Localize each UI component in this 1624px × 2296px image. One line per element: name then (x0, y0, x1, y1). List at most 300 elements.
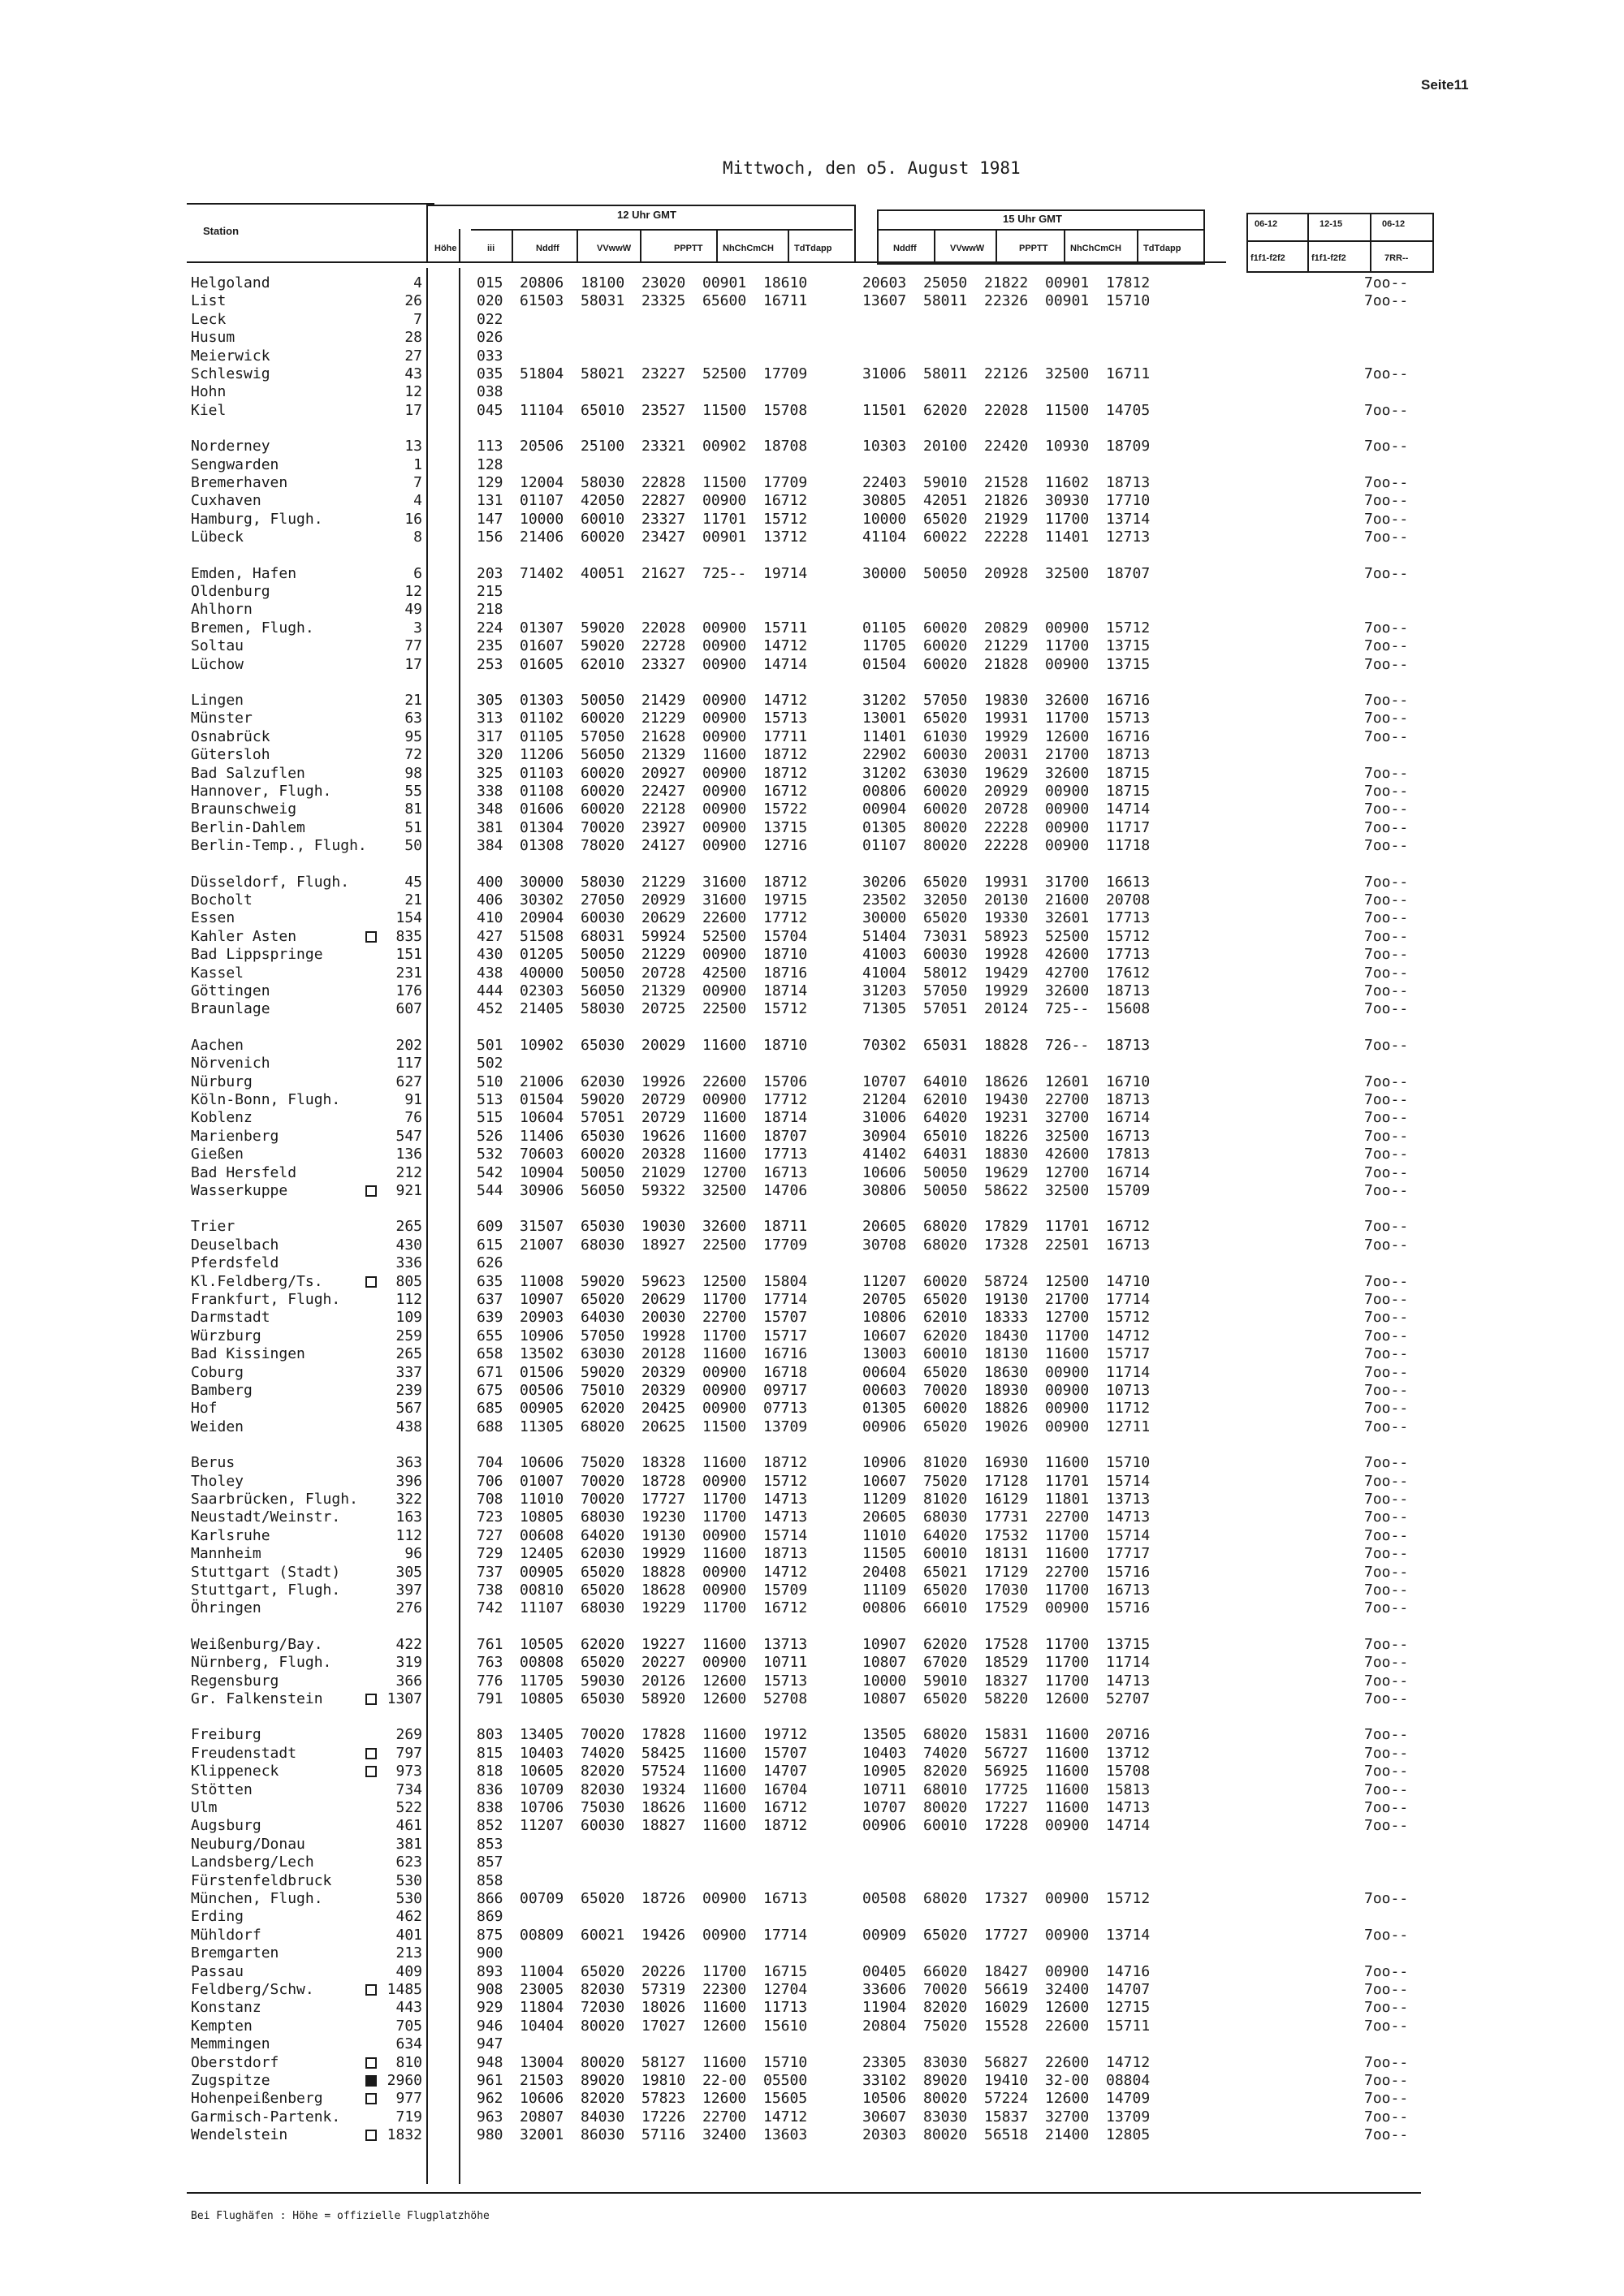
obs-12-value: 00901 (702, 529, 747, 546)
station-hoehe: 21 (404, 891, 422, 908)
obs-15-value: 12700 (1045, 1309, 1090, 1327)
obs-12-value: 01304 (520, 818, 564, 836)
obs-12-value: 16713 (763, 1163, 808, 1181)
station-iii: 946 (477, 2017, 503, 2035)
precip-code: 7oo-- (1364, 891, 1409, 908)
obs-15-value: 00900 (1045, 1363, 1090, 1381)
obs-12-value: 13004 (520, 2053, 564, 2071)
precip-code: 7oo-- (1364, 964, 1409, 982)
obs-12-value: 18828 (641, 1563, 686, 1581)
precip-code: 7oo-- (1364, 401, 1409, 419)
square-icon (365, 2093, 377, 2104)
obs-15-value: 00604 (862, 1363, 907, 1381)
obs-15-value: 57050 (923, 982, 968, 999)
obs-15-value: 14714 (1106, 801, 1151, 818)
station-iii: 727 (477, 1526, 503, 1544)
obs-15-value: 17327 (984, 1890, 1029, 1907)
obs-15-value: 32600 (1045, 692, 1090, 709)
obs-15-value: 65020 (923, 909, 968, 927)
obs-12-value: 10000 (520, 510, 564, 528)
obs-12-value: 10805 (520, 1690, 564, 1707)
obs-12-value: 19926 (641, 1072, 686, 1090)
obs-15-value: 21204 (862, 1091, 907, 1108)
station-iii: 742 (477, 1599, 503, 1617)
station-hoehe: 422 (395, 1635, 422, 1653)
obs-15-value: 11700 (1045, 510, 1090, 528)
station-iii: 444 (477, 982, 503, 999)
obs-12-value: 62020 (581, 1400, 625, 1418)
obs-12-value: 42500 (702, 964, 747, 982)
obs-15-value: 00904 (862, 801, 907, 818)
obs-12-value: 00900 (702, 1400, 747, 1418)
station-iii: 156 (477, 529, 503, 546)
obs-15-value: 18715 (1106, 764, 1151, 782)
obs-12-value: 11207 (520, 1817, 564, 1835)
obs-12-value: 42050 (581, 492, 625, 510)
obs-15-value: 63030 (923, 764, 968, 782)
station-hoehe: 366 (395, 1672, 422, 1690)
obs-12-value: 00900 (702, 637, 747, 655)
obs-15-value: 11501 (862, 401, 907, 419)
obs-15-value: 50050 (923, 1163, 968, 1181)
obs-12-value: 60030 (581, 1817, 625, 1835)
obs-12-value: 15712 (763, 510, 808, 528)
obs-12-value: 20030 (641, 1309, 686, 1327)
obs-15-value: 22700 (1045, 1563, 1090, 1581)
obs-12-value: 11305 (520, 1418, 564, 1435)
obs-15-value: 11600 (1045, 1454, 1090, 1472)
obs-12-value: 00900 (702, 1926, 747, 1944)
obs-15-value: 30607 (862, 2108, 907, 2126)
precip-code: 7oo-- (1364, 2108, 1409, 2126)
obs-12-value: 65030 (581, 1036, 625, 1054)
obs-12-value: 15707 (763, 1744, 808, 1762)
precip-code: 7oo-- (1364, 710, 1409, 727)
obs-15-value: 60020 (923, 783, 968, 800)
station-name: Gießen (191, 1146, 244, 1163)
obs-12-value: 22028 (641, 619, 686, 637)
obs-15-value: 10907 (862, 1635, 907, 1653)
station-hoehe: 810 (395, 2053, 422, 2071)
obs-12-value: 11600 (702, 1999, 747, 2017)
station-iii: 615 (477, 1236, 503, 1254)
obs-15-value: 22228 (984, 837, 1029, 855)
precip-code: 7oo-- (1364, 438, 1409, 455)
station-hoehe: 231 (395, 964, 422, 982)
obs-12-value: 20226 (641, 1962, 686, 1980)
station-name: Bocholt (191, 891, 253, 908)
obs-12-value: 20806 (520, 274, 564, 291)
obs-15-value: 10807 (862, 1690, 907, 1707)
obs-12-value: 18626 (641, 1799, 686, 1816)
station-hoehe: 91 (404, 1091, 422, 1108)
station-name: Norderney (191, 438, 270, 455)
obs-15-value: 725-- (1045, 1000, 1090, 1018)
obs-15-value: 14713 (1106, 1672, 1151, 1690)
precip-code: 7oo-- (1364, 1563, 1409, 1581)
obs-15-value: 15716 (1106, 1563, 1151, 1581)
precip-code: 7oo-- (1364, 1545, 1409, 1563)
obs-15-value: 56727 (984, 1744, 1029, 1762)
obs-12-value: 11600 (702, 1799, 747, 1816)
station-iii: 235 (477, 637, 503, 655)
station-iii: 510 (477, 1072, 503, 1090)
obs-12-value: 12600 (702, 2090, 747, 2108)
obs-12-value: 18610 (763, 274, 808, 291)
obs-15-value: 31006 (862, 365, 907, 382)
obs-12-value: 23325 (641, 292, 686, 310)
obs-15-value: 62020 (923, 401, 968, 419)
obs-12-value: 21628 (641, 727, 686, 745)
obs-15-value: 20929 (984, 783, 1029, 800)
obs-12-value: 64030 (581, 1309, 625, 1327)
obs-12-value: 57050 (581, 727, 625, 745)
precip-code: 7oo-- (1364, 292, 1409, 310)
obs-15-value: 64020 (923, 1109, 968, 1127)
station-name: Lingen (191, 692, 244, 709)
station-hoehe: 337 (395, 1363, 422, 1381)
obs-12-value: 23527 (641, 401, 686, 419)
obs-15-value: 31700 (1045, 873, 1090, 891)
obs-12-value: 89020 (581, 2072, 625, 2089)
obs-15-value: 17328 (984, 1236, 1029, 1254)
station-hoehe: 4 (413, 274, 422, 291)
obs-12-value: 70020 (581, 1726, 625, 1744)
obs-12-value: 30000 (520, 873, 564, 891)
square-icon (365, 931, 377, 943)
station-iii: 038 (477, 383, 503, 401)
obs-15-value: 65020 (923, 1926, 968, 1944)
obs-12-value: 31600 (702, 873, 747, 891)
station-name: Soltau (191, 637, 244, 655)
precip-code: 7oo-- (1364, 510, 1409, 528)
obs-12-value: 10711 (763, 1654, 808, 1672)
precip-code: 7oo-- (1364, 529, 1409, 546)
obs-15-value: 57050 (923, 692, 968, 709)
obs-12-value: 00900 (702, 946, 747, 964)
obs-15-value: 65020 (923, 1363, 968, 1381)
obs-15-value: 50050 (923, 564, 968, 582)
obs-15-value: 15608 (1106, 1000, 1151, 1018)
square-icon (365, 2130, 377, 2141)
obs-12-value: 11600 (702, 1109, 747, 1127)
obs-12-value: 50050 (581, 964, 625, 982)
obs-12-value: 18100 (581, 274, 625, 291)
obs-12-value: 17713 (763, 1146, 808, 1163)
station-hoehe: 163 (395, 1508, 422, 1526)
station-iii: 866 (477, 1890, 503, 1907)
obs-12-value: 01504 (520, 1091, 564, 1108)
obs-12-value: 82030 (581, 1780, 625, 1798)
obs-12-value: 11600 (702, 1763, 747, 1780)
obs-15-value: 65020 (923, 1690, 968, 1707)
obs-15-value: 17710 (1106, 492, 1151, 510)
obs-15-value: 01107 (862, 837, 907, 855)
station-iii: 438 (477, 964, 503, 982)
station-iii: 818 (477, 1763, 503, 1780)
obs-15-value: 17529 (984, 1599, 1029, 1617)
obs-12-value: 01607 (520, 637, 564, 655)
obs-15-value: 11701 (1045, 1218, 1090, 1236)
obs-12-value: 11500 (702, 474, 747, 491)
obs-12-value: 65020 (581, 1291, 625, 1308)
obs-12-value: 50050 (581, 1163, 625, 1181)
obs-15-value: 10606 (862, 1163, 907, 1181)
precip-code: 7oo-- (1364, 619, 1409, 637)
precip-code: 7oo-- (1364, 1472, 1409, 1490)
station-name: Gütersloh (191, 746, 270, 764)
obs-15-value: 15708 (1106, 1763, 1151, 1780)
obs-15-value: 17532 (984, 1526, 1029, 1544)
obs-12-value: 13603 (763, 2126, 808, 2144)
obs-15-value: 64020 (923, 1526, 968, 1544)
station-iii: 900 (477, 1944, 503, 1962)
station-iii: 513 (477, 1091, 503, 1108)
station-iii: 033 (477, 347, 503, 365)
station-name: Wendelstein (191, 2126, 288, 2144)
precip-code: 7oo-- (1364, 1400, 1409, 1418)
station-iii: 761 (477, 1635, 503, 1653)
obs-15-value: 41104 (862, 529, 907, 546)
obs-12-value: 10906 (520, 1327, 564, 1344)
station-hoehe: 3 (413, 619, 422, 637)
obs-12-value: 17714 (763, 1291, 808, 1308)
obs-12-value: 80020 (581, 2017, 625, 2035)
obs-12-value: 15712 (763, 1000, 808, 1018)
obs-15-value: 17227 (984, 1799, 1029, 1816)
obs-15-value: 15528 (984, 2017, 1029, 2035)
obs-12-value: 725-- (702, 564, 747, 582)
precip-code: 7oo-- (1364, 1091, 1409, 1108)
obs-12-value: 16713 (763, 1890, 808, 1907)
obs-15-value: 17812 (1106, 274, 1151, 291)
obs-15-value: 00900 (1045, 1926, 1090, 1944)
obs-12-value: 18712 (763, 746, 808, 764)
obs-12-value: 75010 (581, 1382, 625, 1399)
obs-12-value: 20329 (641, 1363, 686, 1381)
obs-15-value: 89020 (923, 2072, 968, 2089)
obs-12-value: 00900 (702, 1091, 747, 1108)
obs-12-value: 05500 (763, 2072, 808, 2089)
station-name: Landsberg/Lech (191, 1854, 314, 1871)
obs-12-value: 00900 (702, 783, 747, 800)
obs-12-value: 18827 (641, 1817, 686, 1835)
obs-15-value: 13715 (1106, 1635, 1151, 1653)
station-hoehe: 530 (395, 1871, 422, 1889)
obs-12-value: 23927 (641, 818, 686, 836)
header-iii: iii (487, 244, 495, 253)
obs-12-value: 15722 (763, 801, 808, 818)
obs-15-value: 14707 (1106, 1981, 1151, 1998)
obs-12-value: 11406 (520, 1127, 564, 1145)
obs-12-value: 11600 (702, 1127, 747, 1145)
obs-15-value: 15837 (984, 2108, 1029, 2126)
obs-12-value: 52708 (763, 1690, 808, 1707)
station-hoehe: 16 (404, 510, 422, 528)
obs-12-value: 59322 (641, 1182, 686, 1199)
obs-15-value: 13714 (1106, 510, 1151, 528)
obs-15-value: 65020 (923, 510, 968, 528)
obs-15-value: 13505 (862, 1726, 907, 1744)
obs-15-value: 81020 (923, 1491, 968, 1508)
obs-15-value: 11700 (1045, 1654, 1090, 1672)
obs-15-value: 12715 (1106, 1999, 1151, 2017)
obs-12-value: 07713 (763, 1400, 808, 1418)
station-hoehe: 705 (395, 2017, 422, 2035)
station-name: Zugspitze (191, 2072, 270, 2089)
station-iii: 635 (477, 1272, 503, 1290)
obs-15-value: 11602 (1045, 474, 1090, 491)
station-iii: 515 (477, 1109, 503, 1127)
obs-12-value: 19810 (641, 2072, 686, 2089)
obs-15-value: 59010 (923, 474, 968, 491)
obs-12-value: 56050 (581, 1182, 625, 1199)
obs-12-value: 62030 (581, 1072, 625, 1090)
station-iii: 400 (477, 873, 503, 891)
obs-12-value: 10709 (520, 1780, 564, 1798)
station-hoehe: 28 (404, 329, 422, 347)
obs-15-value: 20031 (984, 746, 1029, 764)
obs-15-value: 58724 (984, 1272, 1029, 1290)
obs-12-value: 27050 (581, 891, 625, 908)
obs-15-value: 17731 (984, 1508, 1029, 1526)
station-name: Hof (191, 1400, 218, 1418)
obs-15-value: 10711 (862, 1780, 907, 1798)
obs-12-value: 15708 (763, 401, 808, 419)
obs-15-value: 15713 (1106, 710, 1151, 727)
obs-15-value: 64010 (923, 1072, 968, 1090)
obs-12-value: 20629 (641, 1291, 686, 1308)
precip-code: 7oo-- (1364, 1780, 1409, 1798)
obs-12-value: 32600 (702, 1218, 747, 1236)
obs-15-value: 15714 (1106, 1526, 1151, 1544)
station-name: Sengwarden (191, 455, 279, 473)
station-iii: 729 (477, 1545, 503, 1563)
station-iii: 532 (477, 1146, 503, 1163)
obs-12-value: 60020 (581, 783, 625, 800)
obs-12-value: 11600 (702, 1726, 747, 1744)
obs-15-value: 20928 (984, 564, 1029, 582)
obs-12-value: 01506 (520, 1363, 564, 1381)
obs-15-value: 17129 (984, 1563, 1029, 1581)
obs-12-value: 65020 (581, 1582, 625, 1599)
obs-12-value: 11701 (702, 510, 747, 528)
obs-12-value: 12600 (702, 2017, 747, 2035)
obs-15-value: 11600 (1045, 1780, 1090, 1798)
obs-15-value: 13003 (862, 1345, 907, 1363)
obs-12-value: 80020 (581, 2053, 625, 2071)
obs-15-value: 11700 (1045, 1526, 1090, 1544)
station-hoehe: 719 (395, 2108, 422, 2126)
obs-12-value: 01102 (520, 710, 564, 727)
station-hoehe: 49 (404, 601, 422, 619)
obs-15-value: 11505 (862, 1545, 907, 1563)
station-name: Berus (191, 1454, 235, 1472)
precip-code: 7oo-- (1364, 2126, 1409, 2144)
obs-12-value: 11600 (702, 746, 747, 764)
station-hoehe: 547 (395, 1127, 422, 1145)
obs-15-value: 65020 (923, 873, 968, 891)
obs-15-value: 83030 (923, 2053, 968, 2071)
station-hoehe: 117 (395, 1055, 422, 1072)
obs-15-value: 62010 (923, 1091, 968, 1108)
obs-12-value: 60021 (581, 1926, 625, 1944)
obs-15-value: 13714 (1106, 1926, 1151, 1944)
obs-15-value: 10403 (862, 1744, 907, 1762)
station-name: Frankfurt, Flugh. (191, 1291, 341, 1308)
obs-15-value: 19410 (984, 2072, 1029, 2089)
precip-code: 7oo-- (1364, 1491, 1409, 1508)
obs-15-value: 15712 (1106, 1890, 1151, 1907)
obs-12-value: 19715 (763, 891, 808, 908)
obs-15-value: 25050 (923, 274, 968, 291)
obs-15-value: 11600 (1045, 1763, 1090, 1780)
obs-15-value: 10807 (862, 1654, 907, 1672)
obs-12-value: 21406 (520, 529, 564, 546)
obs-15-value: 00909 (862, 1926, 907, 1944)
obs-12-value: 00900 (702, 1472, 747, 1490)
station-iii: 035 (477, 365, 503, 382)
obs-12-value: 15605 (763, 2090, 808, 2108)
obs-12-value: 21329 (641, 982, 686, 999)
station-iii: 020 (477, 292, 503, 310)
station-name: München, Flugh. (191, 1890, 323, 1907)
precip-code: 7oo-- (1364, 1962, 1409, 1980)
obs-15-value: 52500 (1045, 927, 1090, 945)
station-hoehe: 397 (395, 1582, 422, 1599)
obs-12-value: 20904 (520, 909, 564, 927)
header-12-uhr: 12 Uhr GMT (617, 209, 676, 221)
obs-15-value: 11718 (1106, 837, 1151, 855)
station-hoehe: 634 (395, 2035, 422, 2053)
obs-15-value: 18713 (1106, 474, 1151, 491)
obs-15-value: 17128 (984, 1472, 1029, 1490)
obs-15-value: 17713 (1106, 909, 1151, 927)
obs-12-value: 12700 (702, 1163, 747, 1181)
precip-code: 7oo-- (1364, 1726, 1409, 1744)
obs-12-value: 13502 (520, 1345, 564, 1363)
obs-12-value: 68030 (581, 1508, 625, 1526)
obs-12-value: 50050 (581, 692, 625, 709)
obs-15-value: 18626 (984, 1072, 1029, 1090)
precip-code: 7oo-- (1364, 1072, 1409, 1090)
obs-12-value: 17828 (641, 1726, 686, 1744)
obs-12-value: 59020 (581, 1091, 625, 1108)
obs-12-value: 15706 (763, 1072, 808, 1090)
obs-12-value: 02303 (520, 982, 564, 999)
precip-code: 7oo-- (1364, 1582, 1409, 1599)
precip-code: 7oo-- (1364, 1109, 1409, 1127)
obs-12-value: 58920 (641, 1690, 686, 1707)
obs-15-value: 68010 (923, 1780, 968, 1798)
obs-12-value: 20329 (641, 1382, 686, 1399)
station-hoehe: 322 (395, 1491, 422, 1508)
obs-12-value: 12004 (520, 474, 564, 491)
obs-12-value: 18716 (763, 964, 808, 982)
obs-12-value: 00900 (702, 1563, 747, 1581)
station-hoehe: 269 (395, 1726, 422, 1744)
station-iii: 791 (477, 1690, 503, 1707)
station-iii: 655 (477, 1327, 503, 1344)
station-hoehe: 43 (404, 365, 422, 382)
obs-12-value: 72030 (581, 1999, 625, 2017)
obs-15-value: 18830 (984, 1146, 1029, 1163)
obs-15-value: 62010 (923, 1309, 968, 1327)
station-iii: 128 (477, 455, 503, 473)
obs-12-value: 11700 (702, 1962, 747, 1980)
obs-15-value: 00900 (1045, 1400, 1090, 1418)
obs-12-value: 62030 (581, 1545, 625, 1563)
